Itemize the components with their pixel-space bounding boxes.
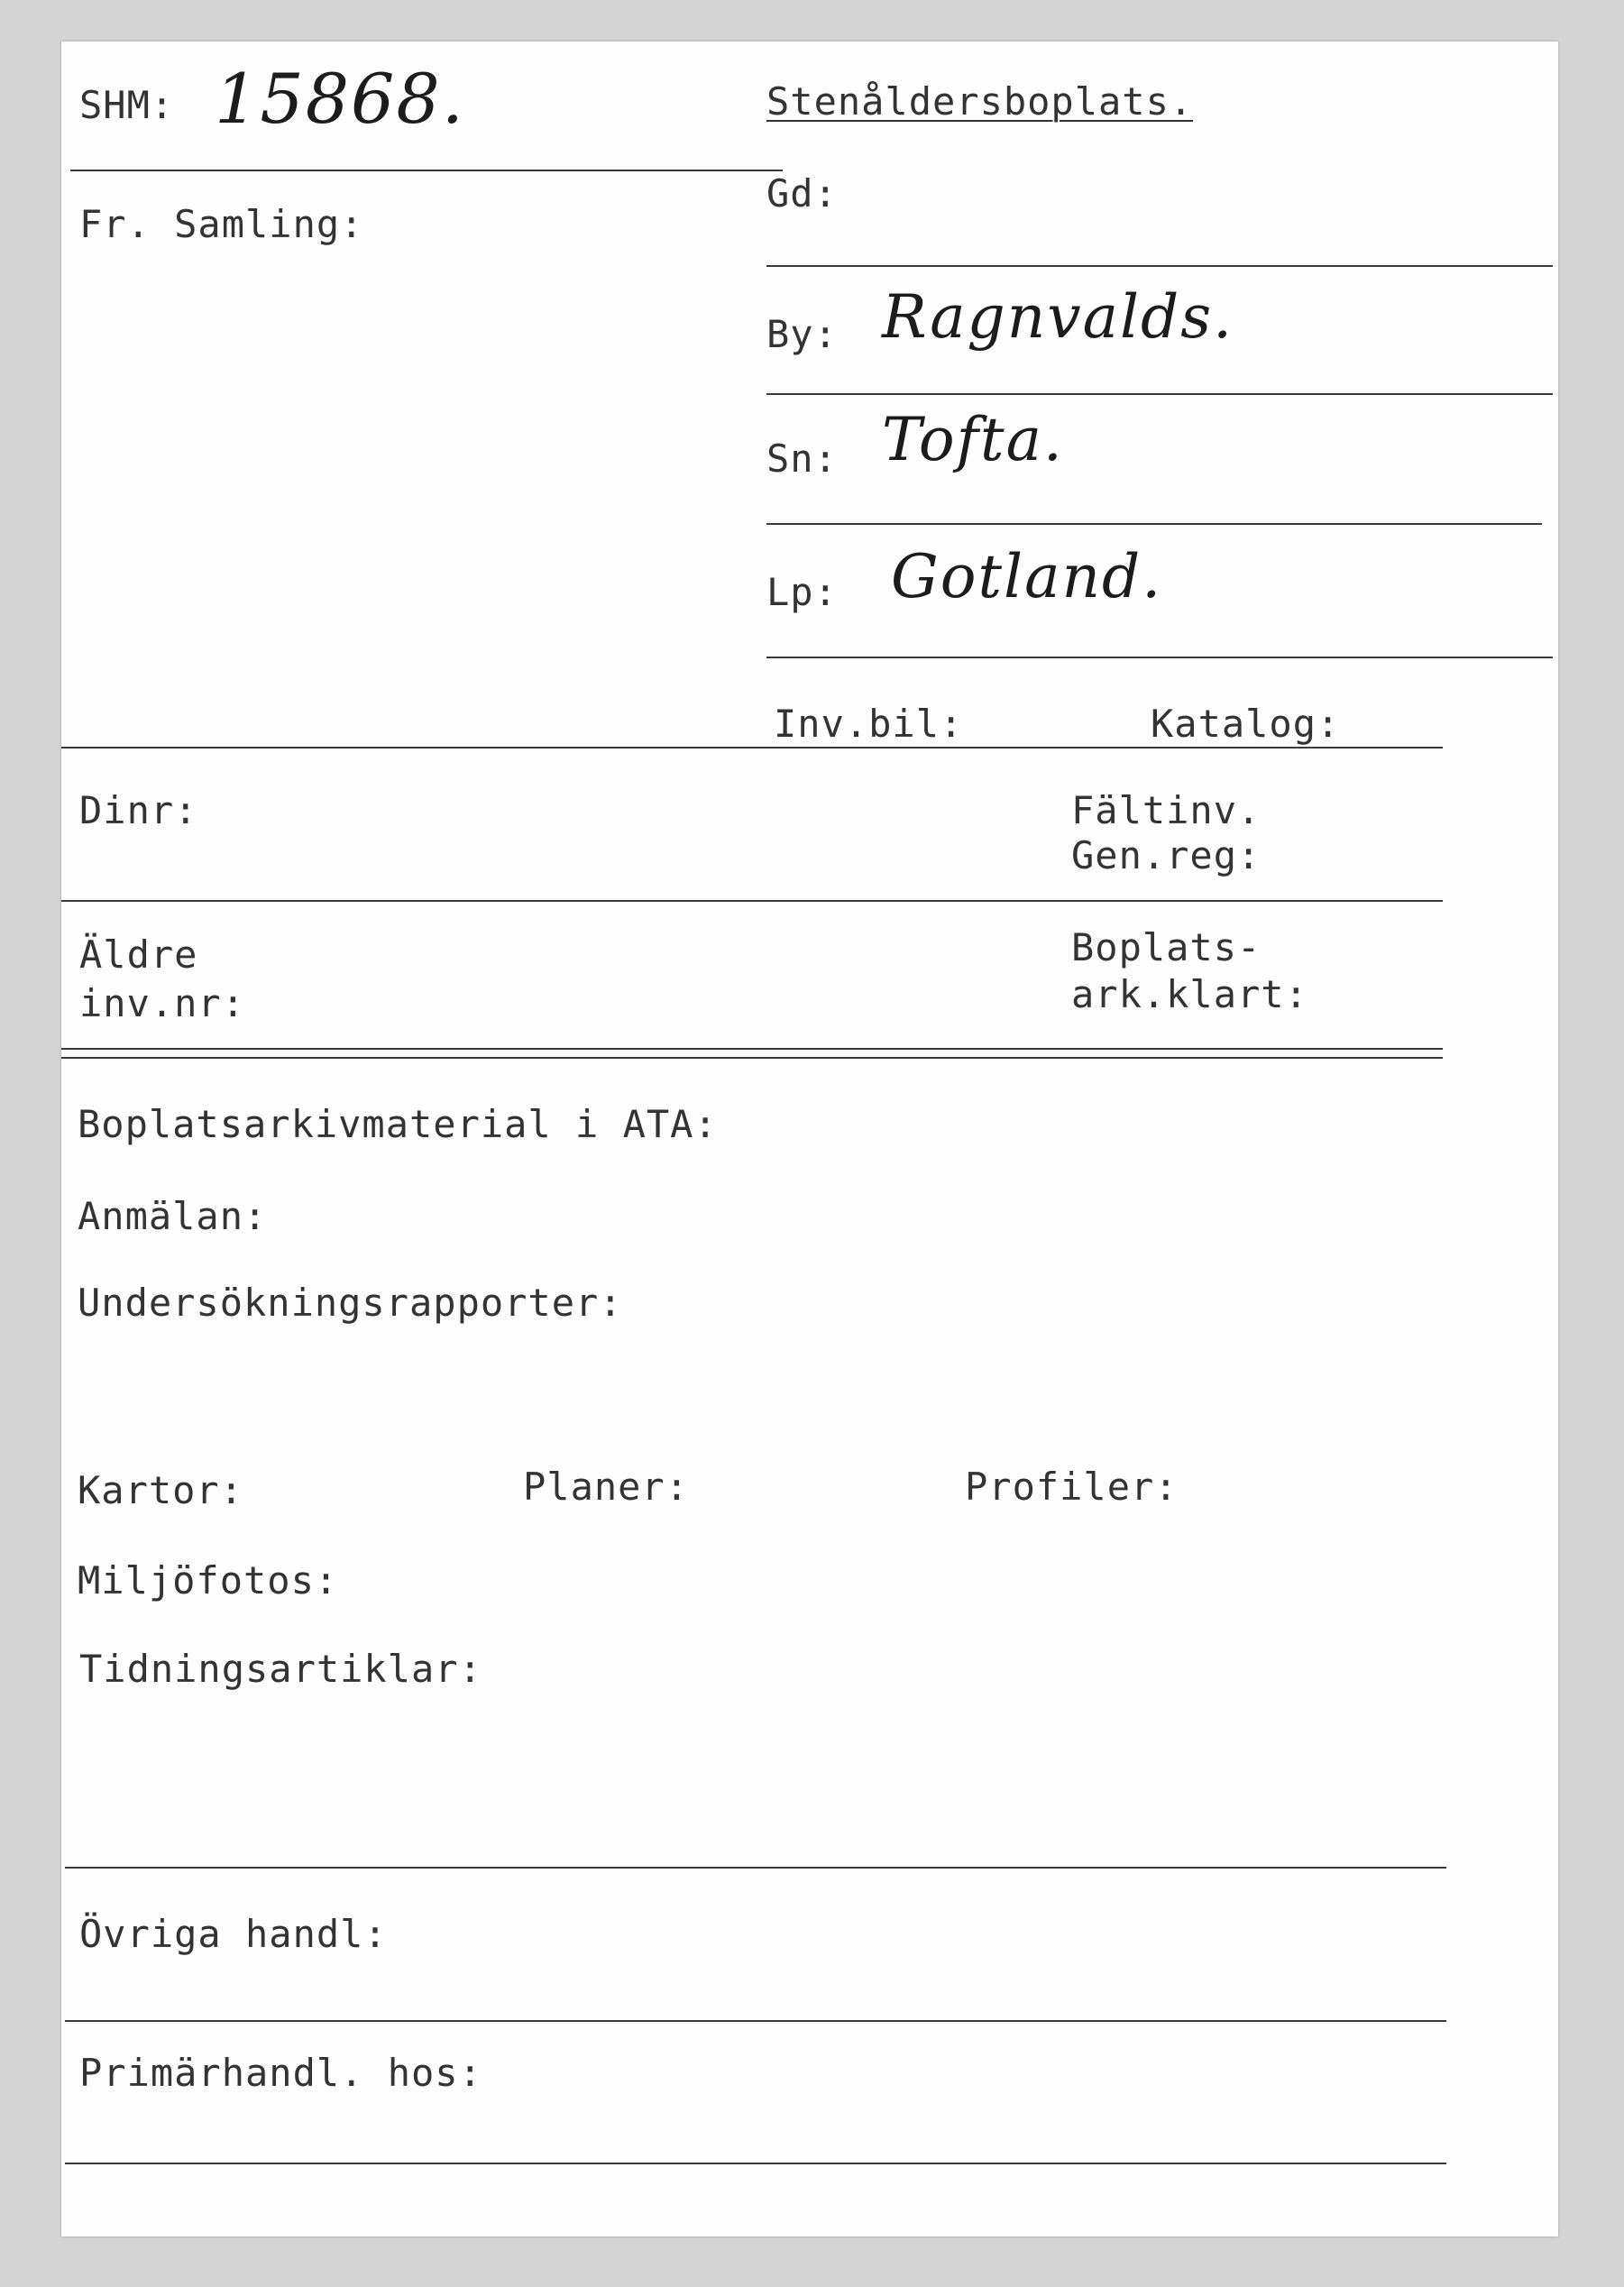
shm-label: SHM: — [79, 83, 175, 127]
genreg-label: Gen.reg: — [1071, 833, 1262, 877]
by-label: By: — [766, 312, 838, 356]
card-title: Stenåldersboplats. — [766, 79, 1194, 124]
primarhandl-label: Primärhandl. hos: — [79, 2051, 482, 2095]
divider — [65, 2163, 1446, 2164]
boplatsarkiv-label: Boplatsarkivmaterial i ATA: — [78, 1102, 718, 1146]
boplats-label: Boplats- — [1071, 925, 1262, 969]
divider — [65, 2020, 1446, 2022]
divider — [61, 1048, 1443, 1050]
divider — [766, 523, 1542, 525]
arkklart-label: ark.klart: — [1071, 972, 1308, 1016]
gd-label: Gd: — [766, 171, 838, 216]
shm-value: 15868. — [215, 59, 465, 139]
anmalan-label: Anmälan: — [78, 1194, 268, 1238]
faltinv-label: Fältinv. — [1071, 788, 1262, 832]
sn-value: Tofta. — [882, 405, 1064, 474]
divider — [61, 900, 1443, 902]
lp-value: Gotland. — [891, 542, 1163, 611]
aldre-label: Äldre — [79, 932, 198, 977]
divider — [766, 393, 1553, 395]
divider — [766, 265, 1553, 267]
by-value: Ragnvalds. — [882, 282, 1234, 352]
lp-label: Lp: — [766, 570, 838, 614]
divider — [65, 1867, 1446, 1869]
miljofotos-label: Miljöfotos: — [78, 1558, 339, 1603]
inv-bil-label: Inv.bil: — [774, 702, 964, 746]
ovriga-label: Övriga handl: — [79, 1912, 388, 1956]
index-card — [61, 41, 1558, 2236]
fr-samling-label: Fr. Samling: — [79, 202, 364, 246]
invnr-label: inv.nr: — [79, 981, 246, 1025]
divider — [61, 747, 1443, 749]
kartor-label: Kartor: — [78, 1468, 244, 1512]
katalog-label: Katalog: — [1151, 702, 1341, 746]
sn-label: Sn: — [766, 436, 838, 481]
profiler-label: Profiler: — [965, 1465, 1179, 1509]
undersokning-label: Undersökningsrapporter: — [78, 1281, 623, 1325]
tidningsartiklar-label: Tidningsartiklar: — [79, 1647, 482, 1691]
divider — [70, 170, 783, 171]
divider — [766, 657, 1553, 658]
planer-label: Planer: — [523, 1465, 690, 1509]
dinr-label: Dinr: — [79, 788, 198, 832]
divider — [61, 1057, 1443, 1059]
